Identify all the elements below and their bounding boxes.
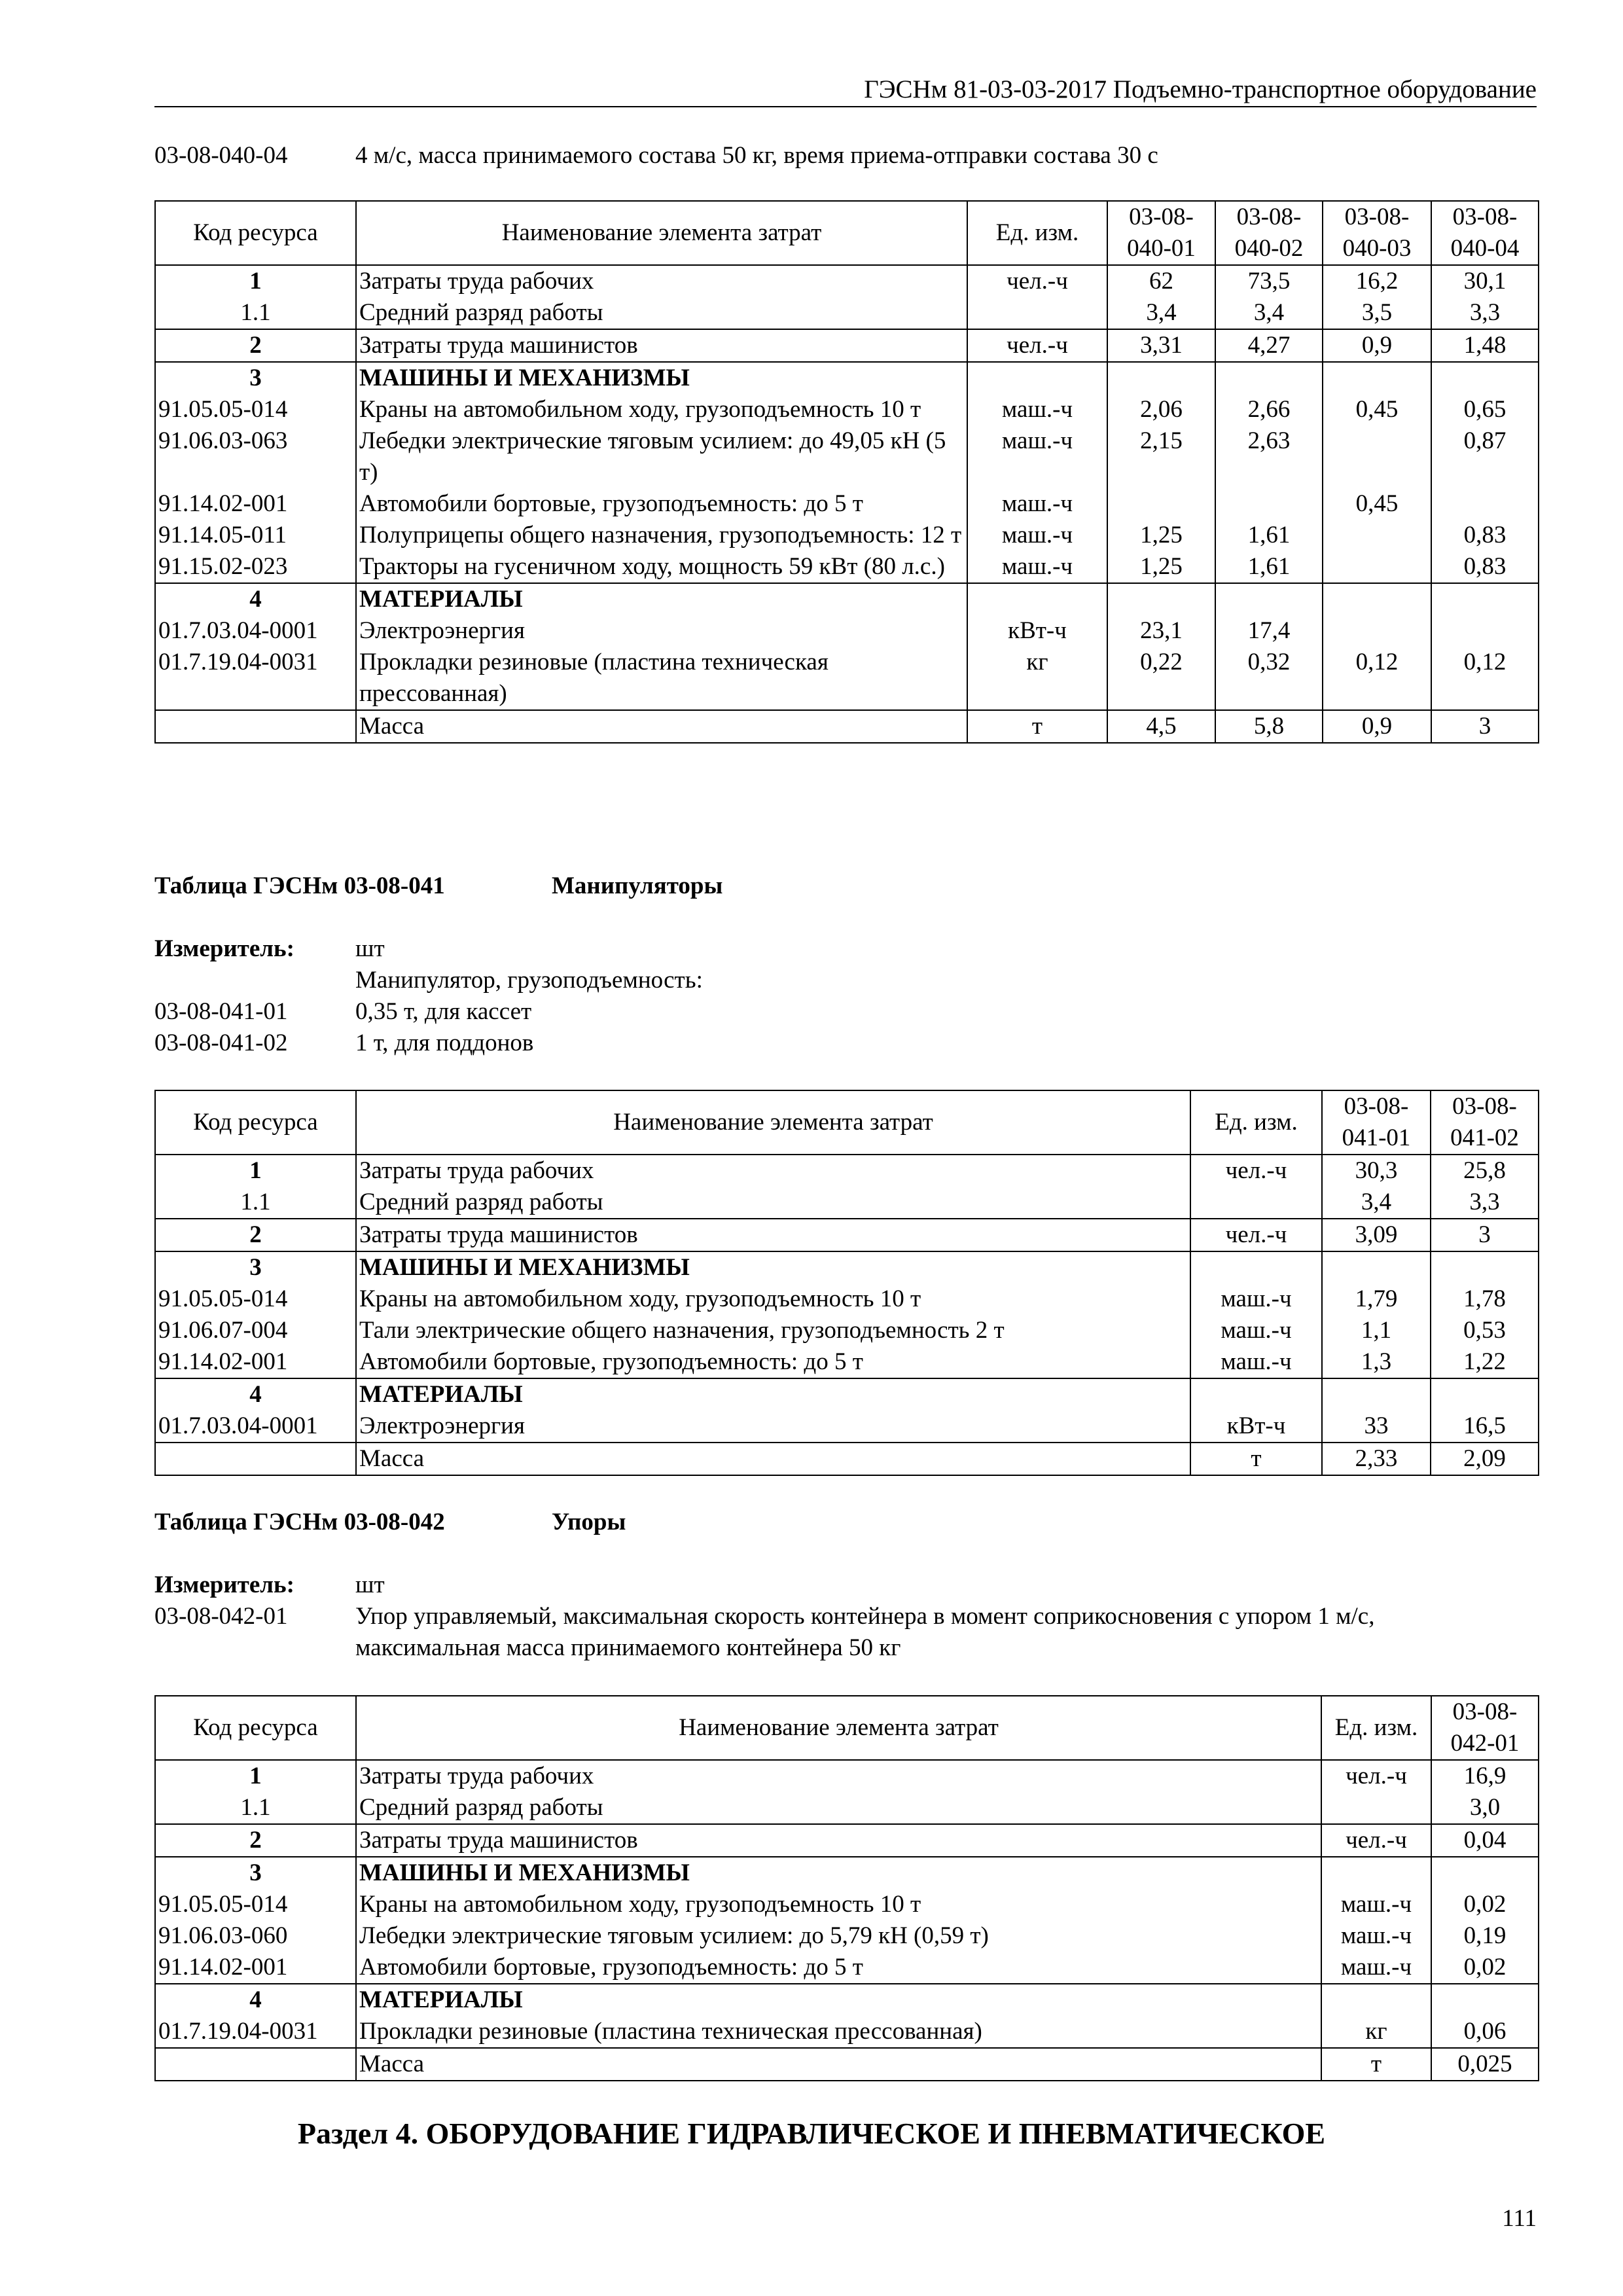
cost-element-name: МАТЕРИАЛЫ <box>356 583 967 615</box>
unit-cell: т <box>1190 1443 1322 1475</box>
unit-cell: кг <box>967 647 1107 710</box>
value-cell: 3,4 <box>1322 1187 1431 1219</box>
value-cell <box>1323 583 1431 615</box>
table-row <box>155 425 1539 488</box>
cost-element-name: Средний разряд работы <box>356 297 967 329</box>
resource-code: 01.7.03.04-0001 <box>155 1410 356 1443</box>
value-cell: 30,3 <box>1322 1155 1431 1187</box>
table-041-item-text: 0,35 т, для кассет <box>355 998 532 1025</box>
table-row <box>155 1984 1539 2016</box>
table-042-label: Таблица ГЭСНм 03-08-042 <box>154 1509 445 1535</box>
resource-code: 4 <box>155 583 356 615</box>
value-cell: 16,5 <box>1431 1410 1539 1443</box>
column-header: Наименование элемента затрат <box>356 1696 1321 1760</box>
unit-cell: т <box>1321 2048 1431 2081</box>
value-cell: 1,61 <box>1215 520 1323 551</box>
unit-cell: маш.-ч <box>1190 1315 1322 1346</box>
value-cell <box>1431 488 1539 520</box>
table-row <box>155 488 1539 520</box>
column-header: Наименование элемента затрат <box>356 201 967 265</box>
value-cell: 0,87 <box>1431 425 1539 488</box>
table-row <box>155 1378 1539 1410</box>
intro-text: 4 м/с, масса принимаемого состава 50 кг, время приема-отправки состава 30 с <box>355 142 1158 169</box>
cost-element-name: Прокладки резиновые (пластина техническая прессованная) <box>356 647 967 710</box>
value-cell: 5,8 <box>1215 710 1323 743</box>
cost-element-name: Автомобили бортовые, грузоподъемность: до 5 т <box>356 1952 1321 1984</box>
resource-code: 3 <box>155 362 356 394</box>
unit-cell: кг <box>1321 2016 1431 2048</box>
table-042-item-code: 03-08-042-01 <box>154 1603 288 1630</box>
table-042-item-text-cont: максимальная масса принимаемого контейнера 50 кг <box>355 1634 901 1661</box>
value-cell: 0,83 <box>1431 520 1539 551</box>
table-041-name: Манипуляторы <box>552 872 723 899</box>
value-cell: 4,5 <box>1107 710 1215 743</box>
unit-cell <box>1321 1857 1431 1889</box>
resource-code: 1 <box>155 265 356 297</box>
running-header: ГЭСНм 81-03-03-2017 Подъемно-транспортное оборудование <box>154 75 1537 107</box>
resource-table-041 <box>154 1090 1539 1476</box>
value-cell: 0,04 <box>1431 1824 1539 1857</box>
unit-cell: маш.-ч <box>1321 1920 1431 1952</box>
unit-cell: т <box>967 710 1107 743</box>
value-cell <box>1107 488 1215 520</box>
value-cell: 16,9 <box>1431 1760 1539 1792</box>
unit-cell: чел.-ч <box>967 265 1107 297</box>
resource-code <box>155 2048 356 2081</box>
value-cell <box>1431 1251 1539 1283</box>
unit-cell: маш.-ч <box>967 394 1107 425</box>
cost-element-name: Затраты труда рабочих <box>356 265 967 297</box>
table-row <box>155 1283 1539 1315</box>
value-cell: 2,33 <box>1322 1443 1431 1475</box>
cost-element-name: Масса <box>356 710 967 743</box>
unit-cell: маш.-ч <box>1321 1952 1431 1984</box>
table-041-item-code: 03-08-041-01 <box>154 998 288 1025</box>
value-cell <box>1323 425 1431 488</box>
table-row <box>155 1857 1539 1889</box>
value-cell <box>1323 615 1431 647</box>
cost-element-name: Затраты труда рабочих <box>356 1155 1190 1187</box>
resource-code: 1 <box>155 1760 356 1792</box>
value-cell: 2,06 <box>1107 394 1215 425</box>
table-row <box>155 2016 1539 2048</box>
value-cell <box>1431 1378 1539 1410</box>
value-cell: 0,65 <box>1431 394 1539 425</box>
column-header: Ед. изм. <box>967 201 1107 265</box>
table-row <box>155 362 1539 394</box>
column-header: Код ресурса <box>155 1090 356 1155</box>
table-041-label: Таблица ГЭСНм 03-08-041 <box>154 872 445 899</box>
unit-cell: чел.-ч <box>967 329 1107 362</box>
value-cell <box>1323 551 1431 583</box>
page-number: 111 <box>1502 2205 1537 2232</box>
resource-code: 2 <box>155 1219 356 1251</box>
table-row <box>155 1410 1539 1443</box>
table-041-meter-desc: Манипулятор, грузоподъемность: <box>355 967 703 994</box>
table-041-item-text: 1 т, для поддонов <box>355 1030 534 1056</box>
cost-element-name: Лебедки электрические тяговым усилием: до 49,05 кН (5 т) <box>356 425 967 488</box>
table-041-meter-unit: шт <box>355 935 385 962</box>
value-cell: 4,27 <box>1215 329 1323 362</box>
value-cell: 0,02 <box>1431 1952 1539 1984</box>
value-cell <box>1431 1857 1539 1889</box>
table-041-meter-label: Измеритель: <box>154 935 294 962</box>
cost-element-name: Масса <box>356 1443 1190 1475</box>
table-row <box>155 297 1539 329</box>
resource-code: 91.05.05-014 <box>155 394 356 425</box>
table-row <box>155 2048 1539 2081</box>
cost-element-name: Средний разряд работы <box>356 1792 1321 1824</box>
value-cell <box>1107 583 1215 615</box>
value-cell <box>1431 362 1539 394</box>
unit-cell <box>967 297 1107 329</box>
resource-code: 91.14.05-011 <box>155 520 356 551</box>
cost-element-name: МАТЕРИАЛЫ <box>356 1984 1321 2016</box>
table-row <box>155 551 1539 583</box>
column-header: Ед. изм. <box>1190 1090 1322 1155</box>
resource-code: 91.05.05-014 <box>155 1283 356 1315</box>
value-cell <box>1107 362 1215 394</box>
table-042-meter-label: Измеритель: <box>154 1571 294 1598</box>
unit-cell: чел.-ч <box>1190 1219 1322 1251</box>
value-cell <box>1215 583 1323 615</box>
value-cell: 0,45 <box>1323 488 1431 520</box>
value-cell: 3,09 <box>1322 1219 1431 1251</box>
value-cell <box>1215 488 1323 520</box>
value-cell: 17,4 <box>1215 615 1323 647</box>
column-header: 03-08- 040-04 <box>1431 201 1539 265</box>
table-row <box>155 520 1539 551</box>
value-cell: 0,06 <box>1431 2016 1539 2048</box>
cost-element-name: Автомобили бортовые, грузоподъемность: до 5 т <box>356 488 967 520</box>
resource-code: 1.1 <box>155 1187 356 1219</box>
unit-cell: маш.-ч <box>1190 1346 1322 1378</box>
table-row <box>155 329 1539 362</box>
table-row <box>155 1920 1539 1952</box>
value-cell: 33 <box>1322 1410 1431 1443</box>
value-cell: 1,25 <box>1107 520 1215 551</box>
value-cell: 30,1 <box>1431 265 1539 297</box>
resource-code: 01.7.19.04-0031 <box>155 2016 356 2048</box>
resource-code: 01.7.03.04-0001 <box>155 615 356 647</box>
cost-element-name: МАШИНЫ И МЕХАНИЗМЫ <box>356 1251 1190 1283</box>
column-header: 03-08- 040-03 <box>1323 201 1431 265</box>
cost-element-name: Затраты труда машинистов <box>356 1824 1321 1857</box>
table-row <box>155 647 1539 710</box>
value-cell: 73,5 <box>1215 265 1323 297</box>
table-042-item-text: Упор управляемый, максимальная скорость контейнера в момент соприкосновения с упором 1 м/с, <box>355 1603 1375 1630</box>
unit-cell: маш.-ч <box>1190 1283 1322 1315</box>
cost-element-name: Краны на автомобильном ходу, грузоподъемность 10 т <box>356 1889 1321 1920</box>
unit-cell: чел.-ч <box>1190 1155 1322 1187</box>
value-cell: 3 <box>1431 710 1539 743</box>
value-cell: 3,5 <box>1323 297 1431 329</box>
resource-code <box>155 1443 356 1475</box>
resource-code: 91.14.02-001 <box>155 1346 356 1378</box>
value-cell <box>1215 362 1323 394</box>
value-cell: 1,25 <box>1107 551 1215 583</box>
value-cell: 0,12 <box>1431 647 1539 710</box>
resource-code: 91.06.03-063 <box>155 425 356 488</box>
value-cell <box>1431 583 1539 615</box>
table-row <box>155 615 1539 647</box>
column-header: Ед. изм. <box>1321 1696 1431 1760</box>
value-cell: 0,45 <box>1323 394 1431 425</box>
table-row <box>155 1824 1539 1857</box>
cost-element-name: МАШИНЫ И МЕХАНИЗМЫ <box>356 1857 1321 1889</box>
resource-code: 91.14.02-001 <box>155 488 356 520</box>
unit-cell <box>1321 1792 1431 1824</box>
value-cell: 0,02 <box>1431 1889 1539 1920</box>
value-cell: 1,48 <box>1431 329 1539 362</box>
column-header: 03-08- 042-01 <box>1431 1696 1539 1760</box>
table-row <box>155 1251 1539 1283</box>
cost-element-name: Затраты труда машинистов <box>356 1219 1190 1251</box>
column-header: 03-08- 040-01 <box>1107 201 1215 265</box>
value-cell: 0,025 <box>1431 2048 1539 2081</box>
value-cell: 3,0 <box>1431 1792 1539 1824</box>
value-cell: 3,31 <box>1107 329 1215 362</box>
resource-code: 91.06.07-004 <box>155 1315 356 1346</box>
table-row <box>155 1155 1539 1187</box>
resource-code: 91.05.05-014 <box>155 1889 356 1920</box>
cost-element-name: Масса <box>356 2048 1321 2081</box>
column-header: Наименование элемента затрат <box>356 1090 1190 1155</box>
value-cell: 2,09 <box>1431 1443 1539 1475</box>
cost-element-name: МАТЕРИАЛЫ <box>356 1378 1190 1410</box>
cost-element-name: Тракторы на гусеничном ходу, мощность 59 кВт (80 л.с.) <box>356 551 967 583</box>
cost-element-name: Электроэнергия <box>356 615 967 647</box>
table-row <box>155 1219 1539 1251</box>
column-header: 03-08- 041-01 <box>1322 1090 1431 1155</box>
unit-cell: чел.-ч <box>1321 1824 1431 1857</box>
resource-code: 01.7.19.04-0031 <box>155 647 356 710</box>
unit-cell <box>967 583 1107 615</box>
resource-code: 1.1 <box>155 1792 356 1824</box>
cost-element-name: МАШИНЫ И МЕХАНИЗМЫ <box>356 362 967 394</box>
column-header: Код ресурса <box>155 1696 356 1760</box>
intro-code: 03-08-040-04 <box>154 142 288 169</box>
cost-element-name: Прокладки резиновые (пластина техническая прессованная) <box>356 2016 1321 2048</box>
value-cell: 0,32 <box>1215 647 1323 710</box>
value-cell: 3 <box>1431 1219 1539 1251</box>
cost-element-name: Затраты труда рабочих <box>356 1760 1321 1792</box>
unit-cell: маш.-ч <box>1321 1889 1431 1920</box>
table-row <box>155 583 1539 615</box>
table-row <box>155 1346 1539 1378</box>
unit-cell: маш.-ч <box>967 520 1107 551</box>
value-cell: 1,1 <box>1322 1315 1431 1346</box>
value-cell: 3,4 <box>1107 297 1215 329</box>
value-cell: 3,4 <box>1215 297 1323 329</box>
value-cell <box>1431 1984 1539 2016</box>
resource-code: 1.1 <box>155 297 356 329</box>
resource-code: 91.15.02-023 <box>155 551 356 583</box>
unit-cell: маш.-ч <box>967 425 1107 488</box>
value-cell <box>1323 362 1431 394</box>
value-cell: 3,3 <box>1431 1187 1539 1219</box>
value-cell: 0,53 <box>1431 1315 1539 1346</box>
resource-code: 91.14.02-001 <box>155 1952 356 1984</box>
value-cell <box>1322 1251 1431 1283</box>
value-cell: 23,1 <box>1107 615 1215 647</box>
table-041-item-code: 03-08-041-02 <box>154 1030 288 1056</box>
table-row <box>155 1315 1539 1346</box>
value-cell: 25,8 <box>1431 1155 1539 1187</box>
unit-cell <box>1190 1378 1322 1410</box>
resource-code <box>155 710 356 743</box>
resource-code: 4 <box>155 1378 356 1410</box>
resource-code: 91.06.03-060 <box>155 1920 356 1952</box>
value-cell: 2,63 <box>1215 425 1323 488</box>
cost-element-name: Средний разряд работы <box>356 1187 1190 1219</box>
cost-element-name: Краны на автомобильном ходу, грузоподъемность 10 т <box>356 394 967 425</box>
table-row <box>155 265 1539 297</box>
unit-cell: маш.-ч <box>967 488 1107 520</box>
value-cell: 0,83 <box>1431 551 1539 583</box>
value-cell: 0,9 <box>1323 710 1431 743</box>
value-cell <box>1431 615 1539 647</box>
resource-code: 2 <box>155 1824 356 1857</box>
unit-cell <box>1190 1251 1322 1283</box>
resource-code: 2 <box>155 329 356 362</box>
unit-cell: кВт-ч <box>967 615 1107 647</box>
value-cell: 1,22 <box>1431 1346 1539 1378</box>
value-cell: 0,19 <box>1431 1920 1539 1952</box>
value-cell: 2,66 <box>1215 394 1323 425</box>
unit-cell <box>1321 1984 1431 2016</box>
resource-code: 4 <box>155 1984 356 2016</box>
table-row <box>155 394 1539 425</box>
value-cell <box>1323 520 1431 551</box>
value-cell: 0,12 <box>1323 647 1431 710</box>
unit-cell: кВт-ч <box>1190 1410 1322 1443</box>
column-header: 03-08- 040-02 <box>1215 201 1323 265</box>
unit-cell <box>1190 1187 1322 1219</box>
cost-element-name: Лебедки электрические тяговым усилием: до 5,79 кН (0,59 т) <box>356 1920 1321 1952</box>
unit-cell: маш.-ч <box>967 551 1107 583</box>
value-cell <box>1322 1378 1431 1410</box>
cost-element-name: Тали электрические общего назначения, грузоподъемность 2 т <box>356 1315 1190 1346</box>
value-cell: 1,61 <box>1215 551 1323 583</box>
resource-code: 3 <box>155 1251 356 1283</box>
table-row <box>155 1889 1539 1920</box>
table-row <box>155 1760 1539 1792</box>
table-042-meter-unit: шт <box>355 1571 385 1598</box>
unit-cell: чел.-ч <box>1321 1760 1431 1792</box>
column-header: Код ресурса <box>155 201 356 265</box>
resource-code: 3 <box>155 1857 356 1889</box>
value-cell: 1,79 <box>1322 1283 1431 1315</box>
cost-element-name: Полуприцепы общего назначения, грузоподъемность: 12 т <box>356 520 967 551</box>
cost-element-name: Краны на автомобильном ходу, грузоподъемность 10 т <box>356 1283 1190 1315</box>
value-cell: 1,3 <box>1322 1346 1431 1378</box>
value-cell: 62 <box>1107 265 1215 297</box>
resource-code: 1 <box>155 1155 356 1187</box>
table-row <box>155 1187 1539 1219</box>
cost-element-name: Затраты труда машинистов <box>356 329 967 362</box>
cost-element-name: Автомобили бортовые, грузоподъемность: до 5 т <box>356 1346 1190 1378</box>
value-cell: 0,22 <box>1107 647 1215 710</box>
section-heading: Раздел 4. ОБОРУДОВАНИЕ ГИДРАВЛИЧЕСКОЕ И ПНЕВМАТИЧЕСКОЕ <box>297 2117 1326 2150</box>
value-cell: 3,3 <box>1431 297 1539 329</box>
resource-table-042 <box>154 1695 1539 2081</box>
resource-table-040 <box>154 200 1539 744</box>
cost-element-name: Электроэнергия <box>356 1410 1190 1443</box>
table-row <box>155 1792 1539 1824</box>
column-header: 03-08- 041-02 <box>1431 1090 1539 1155</box>
unit-cell <box>967 362 1107 394</box>
table-row <box>155 710 1539 743</box>
value-cell: 16,2 <box>1323 265 1431 297</box>
table-row <box>155 1952 1539 1984</box>
value-cell: 2,15 <box>1107 425 1215 488</box>
table-042-name: Упоры <box>552 1509 626 1535</box>
table-row <box>155 1443 1539 1475</box>
value-cell: 1,78 <box>1431 1283 1539 1315</box>
value-cell: 0,9 <box>1323 329 1431 362</box>
